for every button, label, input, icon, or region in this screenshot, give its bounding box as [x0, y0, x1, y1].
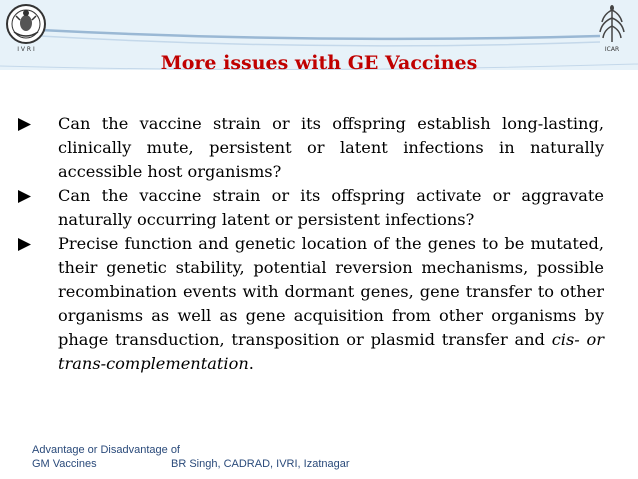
bullet-icon: [18, 118, 31, 131]
bullet-icon: [18, 190, 31, 203]
ivri-logo-caption: I V R I: [17, 46, 35, 53]
slide-title: More issues with GE Vaccines: [160, 52, 478, 74]
icar-logo-caption: ICAR: [604, 46, 620, 53]
list-item: [18, 112, 604, 184]
footer-course-title: [32, 443, 182, 471]
footer-author: BR Singh, CADRAD, IVRI, Izatnagar: [171, 458, 350, 470]
bullet-icon: [18, 238, 31, 251]
list-item: [18, 184, 604, 232]
footer-line-2: GM Vaccines: [32, 458, 97, 470]
bullet-text-italic: cis- or trans-complementation: [58, 330, 604, 373]
footer-line-1: Advantage or Disadvantage of: [32, 444, 180, 456]
list-item: [18, 232, 604, 376]
bullet-text: Can the vaccine strain or its offspring establish long-lasting, clinically mute, persistent or latent infections in naturally accessible host organisms?: [58, 114, 604, 181]
bullet-text: Precise function and genetic location of the genes to be mutated, their genetic stability, potential reversion mechanisms, possible recombination events with dormant genes, gene transfer to other organisms as well as gene acquisition from other organisms by phage transduction, transposition or plasmid transfer and: [58, 234, 604, 349]
bullet-text: Can the vaccine strain or its offspring activate or aggravate naturally occurring latent or persistent infections?: [58, 186, 604, 229]
bullet-list: [18, 112, 604, 376]
bullet-text-end: .: [248, 354, 254, 373]
